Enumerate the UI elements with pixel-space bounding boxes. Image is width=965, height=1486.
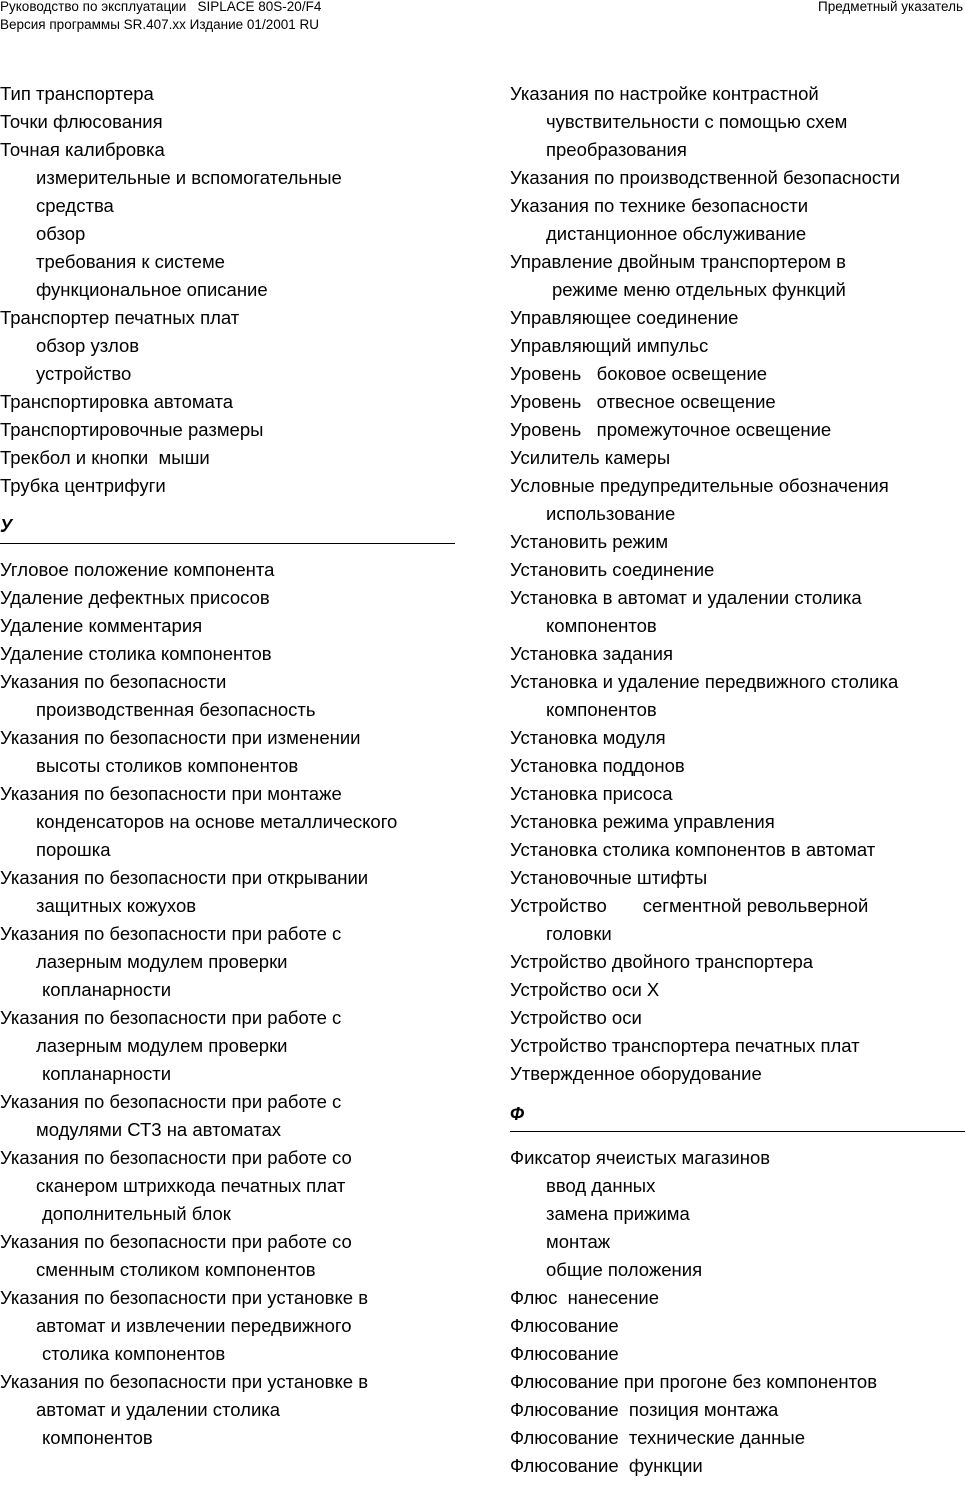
index-entry: лазерным модулем проверки — [36, 1035, 288, 1056]
section-letter: Ф — [510, 1104, 525, 1124]
index-entry: Устройство оси X — [510, 979, 660, 1000]
index-entry: Усилитель камеры — [510, 447, 671, 468]
index-entry: Указания по настройке контрастной — [510, 83, 819, 104]
index-entry: Трубка центрифуги — [0, 475, 166, 496]
index-entry: Флюсование функции — [510, 1455, 703, 1476]
index-entry: функциональное описание — [36, 279, 268, 300]
index-entry: Управляющее соединение — [510, 307, 739, 328]
index-entry: Условные предупредительные обозначения — [510, 475, 889, 496]
index-column-right — [510, 80, 965, 1480]
index-entry: Установка задания — [510, 643, 674, 664]
entry-list-top — [510, 80, 965, 1088]
index-entry: Флюсование позиция монтажа — [510, 1399, 779, 1420]
index-entry: режиме меню отдельных функций — [552, 279, 846, 300]
index-entry: Транспортировочные размеры — [0, 419, 264, 440]
index-entry: компонентов — [42, 1427, 153, 1448]
index-entry: Трекбол и кнопки мыши — [0, 447, 210, 468]
index-entry: Установить режим — [510, 531, 669, 552]
index-entry: Транспортировка автомата — [0, 391, 234, 412]
index-entry: Указания по безопасности при работе с — [0, 1091, 342, 1112]
index-entry: Установка столика компонентов в автомат — [510, 839, 876, 860]
entry-list-section — [0, 556, 455, 1452]
index-entry: Угловое положение компонента — [0, 559, 275, 580]
index-entry: Фиксатор ячеистых магазинов — [510, 1147, 771, 1168]
index-entry: Уровень промежуточное освещение — [510, 419, 832, 440]
index-entry: сканером штрихкода печатных плат — [36, 1175, 346, 1196]
index-entry: Указания по безопасности при монтаже — [0, 783, 342, 804]
index-entry: замена прижима — [546, 1203, 690, 1224]
index-entry: Уровень боковое освещение — [510, 363, 768, 384]
index-entry: Указания по технике безопасности — [510, 195, 809, 216]
index-column-left — [0, 80, 455, 1452]
index-entry: ввод данных — [546, 1175, 656, 1196]
index-entry: Указания по безопасности при работе со — [0, 1147, 352, 1168]
index-entry: столика компонентов — [42, 1343, 226, 1364]
index-entry: Установка модуля — [510, 727, 666, 748]
index-entry: Указания по безопасности при работе с — [0, 1007, 342, 1028]
index-entry: Тип транспортера — [0, 83, 154, 104]
index-entry: Устройство двойного транспортера — [510, 951, 814, 972]
section-heading — [510, 1088, 965, 1144]
index-entry: Установка поддонов — [510, 755, 685, 776]
index-entry: модулями СТ3 на автоматах — [36, 1119, 282, 1140]
index-entry: требования к системе — [36, 251, 225, 272]
page-header-right — [818, 0, 963, 16]
index-entry: измерительные и вспомогательные — [36, 167, 342, 188]
index-entry: компонентов — [546, 699, 657, 720]
index-entry: Точная калибровка — [0, 139, 165, 160]
index-entry: копланарности — [42, 979, 172, 1000]
section-letter: У — [0, 516, 13, 536]
index-entry: Флюсование при прогоне без компонентов — [510, 1371, 878, 1392]
version-line: Версия программы SR.407.xx Издание 01/2001 RU — [0, 17, 319, 32]
index-entry: компонентов — [546, 615, 657, 636]
index-entry: порошка — [36, 839, 111, 860]
index-entry: автомат и извлечении передвижного — [36, 1315, 352, 1336]
index-entry: Удаление дефектных присосов — [0, 587, 270, 608]
index-entry: конденсаторов на основе металлического — [36, 811, 398, 832]
index-entry: Удаление столика компонентов — [0, 643, 272, 664]
index-entry: Указания по безопасности при работе с — [0, 923, 342, 944]
entry-list-section — [510, 1144, 965, 1480]
index-entry: Устройство транспортера печатных плат — [510, 1035, 860, 1056]
index-entry: дистанционное обслуживание — [546, 223, 807, 244]
index-entry: дополнительный блок — [42, 1203, 231, 1224]
index-entry: копланарности — [42, 1063, 172, 1084]
index-entry: Указания по безопасности — [0, 671, 227, 692]
index-entry: Устройство оси — [510, 1007, 642, 1028]
index-entry: монтаж — [546, 1231, 611, 1252]
index-entry: Указания по безопасности при работе со — [0, 1231, 352, 1252]
index-entry: головки — [546, 923, 612, 944]
index-entry: Указания по безопасности при изменении — [0, 727, 361, 748]
index-entry: обзор узлов — [36, 335, 140, 356]
index-entry: Точки флюсования — [0, 111, 163, 132]
index-entry: Указания по производственной безопасности — [510, 167, 900, 188]
index-entry: автомат и удалении столика — [36, 1399, 281, 1420]
index-entry: обзор — [36, 223, 86, 244]
index-entry: защитных кожухов — [36, 895, 197, 916]
entry-list-top — [0, 80, 455, 500]
index-entry: высоты столиков компонентов — [36, 755, 299, 776]
index-entry: устройство — [36, 363, 132, 384]
index-entry: Транспортер печатных плат — [0, 307, 240, 328]
index-entry: производственная безопасность — [36, 699, 316, 720]
index-entry: преобразования — [546, 139, 687, 160]
index-entry: Устройство сегментной револьверной — [510, 895, 869, 916]
index-entry: Флюсование — [510, 1315, 619, 1336]
page-header-left — [0, 0, 321, 34]
section-rule — [510, 1131, 965, 1132]
index-entry: лазерным модулем проверки — [36, 951, 288, 972]
index-entry: Удаление комментария — [0, 615, 203, 636]
section-title: Предметный указатель — [818, 0, 963, 14]
index-entry: Флюс нанесение — [510, 1287, 660, 1308]
index-entry: Установить соединение — [510, 559, 715, 580]
index-entry: Уровень отвесное освещение — [510, 391, 776, 412]
index-entry: сменным столиком компонентов — [36, 1259, 316, 1280]
index-entry: общие положения — [546, 1259, 703, 1280]
index-entry: Указания по безопасности при открывании — [0, 867, 369, 888]
index-entry: Указания по безопасности при установке в — [0, 1371, 369, 1392]
section-heading — [0, 500, 455, 556]
manual-title: Руководство по эксплуатации SIPLACE 80S-20/F4 — [0, 0, 322, 14]
index-entry: Установка и удаление передвижного столика — [510, 671, 899, 692]
index-entry: Управляющий импульс — [510, 335, 709, 356]
index-entry: Установочные штифты — [510, 867, 708, 888]
index-entry: средства — [36, 195, 114, 216]
index-entry: Утвержденное оборудование — [510, 1063, 762, 1084]
index-entry: Установка присоса — [510, 783, 673, 804]
index-entry: Установка в автомат и удалении столика — [510, 587, 862, 608]
index-entry: Флюсование технические данные — [510, 1427, 805, 1448]
index-entry: Указания по безопасности при установке в — [0, 1287, 369, 1308]
index-entry: Управление двойным транспортером в — [510, 251, 846, 272]
index-entry: Установка режима управления — [510, 811, 775, 832]
index-entry: использование — [546, 503, 676, 524]
section-rule — [0, 543, 455, 544]
index-entry: Флюсование — [510, 1343, 619, 1364]
index-entry: чувствительности с помощью схем — [546, 111, 848, 132]
